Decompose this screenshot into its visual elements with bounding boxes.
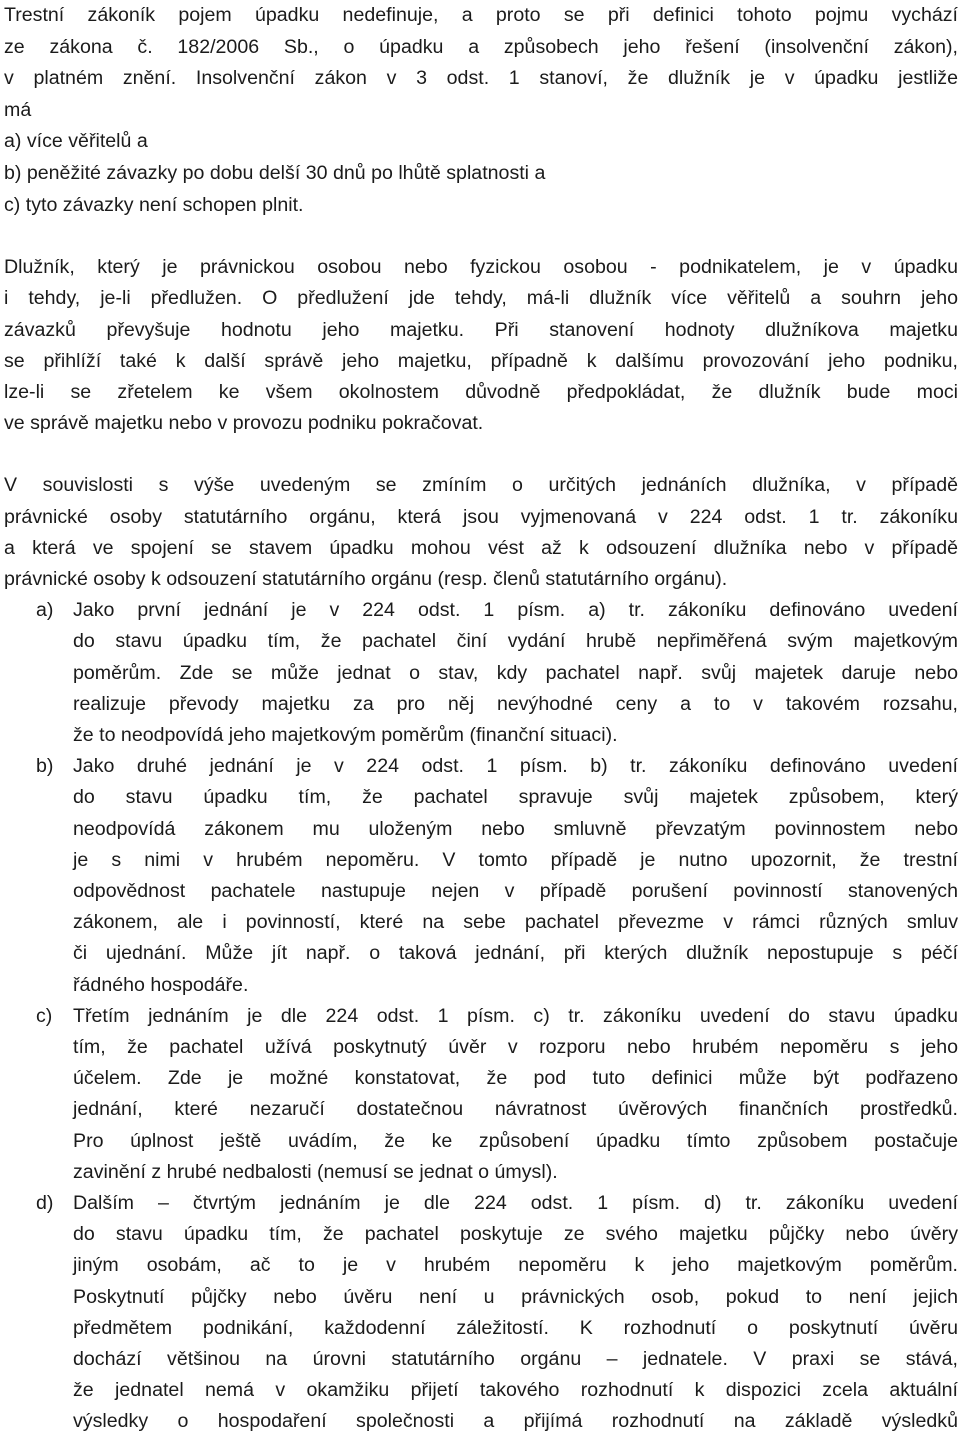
text-line: že jednatel nemá v okamžiku přijetí takového rozhodnutí k dispozici zcela aktuální — [73, 1379, 958, 1402]
text-line: V souvislosti s výše uvedeným se zmíním o určitých jednáních dlužníka, v případě — [4, 474, 958, 497]
list-item-c: c) tyto závazky není schopen plnit. — [4, 193, 304, 216]
text-line: odpovědnost pachatele nastupuje nejen v případě porušení povinností stanovených — [73, 880, 958, 903]
text-line: Dlužník, který je právnickou osobou nebo fyzickou osobou - podnikatelem, je v úpadku — [4, 256, 958, 279]
text-line: Trestní zákoník pojem úpadku nedefinuje, a proto se při definici tohoto pojmu vychází — [4, 4, 958, 26]
list-item-letter: d) — [36, 1192, 54, 1215]
text-line: do stavu úpadku tím, že pachatel spravuje svůj majetek způsobem, který — [73, 786, 958, 809]
text-line: právnické osoby statutárního orgánu, která jsou vyjmenovaná v 224 odst. 1 tr. zákoníku — [4, 505, 958, 528]
text-line: Třetím jednáním je dle 224 odst. 1 písm. c) tr. zákoníku uvedení do stavu úpadku — [73, 1004, 958, 1027]
text-line: řádného hospodáře. — [73, 973, 249, 996]
list-item-a: a) více věřitelů a — [4, 130, 148, 153]
text-line: neodpovídá zákonem mu uloženým nebo smluvně převzatým povinnostem nebo — [73, 817, 958, 840]
list-item-b: b) peněžité závazky po dobu delší 30 dnů po lhůtě splatnosti a — [4, 161, 546, 184]
text-line: lze-li se zřetelem ke všem okolnostem důvodně předpokládat, že dlužník bude moci — [4, 380, 958, 403]
text-line: závazků převyšuje hodnotu jeho majetku. Při stanovení hodnoty dlužníkova majetku — [4, 318, 958, 341]
text-line: realizuje převody majetku za pro něj nevýhodné ceny a to v takovém rozsahu, — [73, 692, 958, 715]
text-line: do stavu úpadku tím, že pachatel činí vydání hrubě nepřiměřená svým majetkovým — [73, 630, 958, 653]
text-line: výsledky o hospodaření společnosti a přijímá rozhodnutí na základě výsledků — [73, 1410, 958, 1433]
list-item-letter: b) — [36, 755, 54, 778]
text-line: do stavu úpadku tím, že pachatel poskytuje ze svého majetku půjčky nebo úvěry — [73, 1223, 958, 1246]
text-line: ze zákona č. 182/2006 Sb., o úpadku a způsobech jeho řešení (insolvenční zákon), — [4, 35, 958, 58]
text-line: a která ve spojení se stavem úpadku mohou vést až k odsouzení dlužníka nebo v případě — [4, 536, 958, 559]
list-item-action-a — [4, 595, 958, 751]
text-line: účelem. Zde je možné konstatovat, že pod tuto definici může být podřazeno — [73, 1067, 958, 1090]
text-line: má — [4, 98, 32, 121]
text-line: dochází většinou na úrovni statutárního orgánu – jednatele. V praxi se stává, — [73, 1348, 958, 1371]
text-line: tím, že pachatel užívá poskytnutý úvěr v rozporu nebo hrubém nepoměru s jeho — [73, 1036, 958, 1059]
text-line: že to neodpovídá jeho majetkovým poměrům (finanční situaci). — [73, 724, 618, 746]
paragraph-debtor-actions — [4, 470, 958, 595]
text-line: zavinění z hrubé nedbalosti (nemusí se jednat o úmysl). — [73, 1160, 558, 1183]
text-line: se přihlíží také k další správě jeho majetku, případně k dalšímu provozování jeho podniku, — [4, 349, 958, 372]
lettered-list — [4, 595, 958, 1437]
text-line: Poskytnutí půjčky nebo úvěru není u právnických osob, pokud to není jejich — [73, 1285, 958, 1308]
list-item-letter: a) — [36, 599, 54, 622]
list-item-action-d — [4, 1188, 958, 1438]
text-line: Jako první jednání je v 224 odst. 1 písm. a) tr. zákoníku definováno uvedení — [73, 599, 958, 622]
text-line: právnické osoby k odsouzení statutárního orgánu (resp. členů statutárního orgánu). — [4, 567, 728, 590]
text-line: jiným osobám, ač to je v hrubém nepoměru k jeho majetkovým poměrům. — [73, 1254, 958, 1277]
paragraph-overindebtedness — [4, 252, 958, 439]
text-line: ve správě majetku nebo v provozu podniku pokračovat. — [4, 412, 484, 435]
text-line: předmětem podnikání, každodenní záležitostí. K rozhodnutí o poskytnutí úvěru — [73, 1316, 958, 1339]
text-line: poměrům. Zde se může jednat o stav, kdy pachatel např. svůj majetek daruje nebo — [73, 661, 958, 684]
text-line: Jako druhé jednání je v 224 odst. 1 písm. b) tr. zákoníku definováno uvedení — [73, 755, 958, 778]
text-line: Pro úplnost ještě uvádím, že ke způsobení úpadku tímto způsobem postačuje — [73, 1129, 958, 1152]
text-line: i tehdy, je-li předlužen. O předlužení jde tehdy, má-li dlužník více věřitelů a souhrn jeho — [4, 287, 958, 310]
list-item-action-b — [4, 751, 958, 1001]
paragraph-insolvency-definition — [4, 0, 958, 221]
text-line: jednání, které nezaručí dostatečnou návratnost úvěrových finančních prostředků. — [73, 1098, 958, 1121]
text-line: zákonem, ale i povinností, které na sebe pachatel převezme v rámci různých smluv — [73, 911, 958, 934]
text-line: či ujednání. Může jít např. o taková jednání, při kterých dlužník nepostupuje s péčí — [73, 942, 958, 965]
text-line: v platném znění. Insolvenční zákon v 3 odst. 1 stanoví, že dlužník je v úpadku jestliže — [4, 67, 958, 90]
document-page — [4, 0, 958, 1438]
list-item-action-c — [4, 1001, 958, 1188]
text-line: Dalším – čtvrtým jednáním je dle 224 odst. 1 písm. d) tr. zákoníku uvedení — [73, 1192, 958, 1215]
text-line: je s nimi v hrubém nepoměru. V tomto případě je nutno upozornit, že trestní — [73, 848, 958, 871]
list-item-letter: c) — [36, 1004, 53, 1027]
